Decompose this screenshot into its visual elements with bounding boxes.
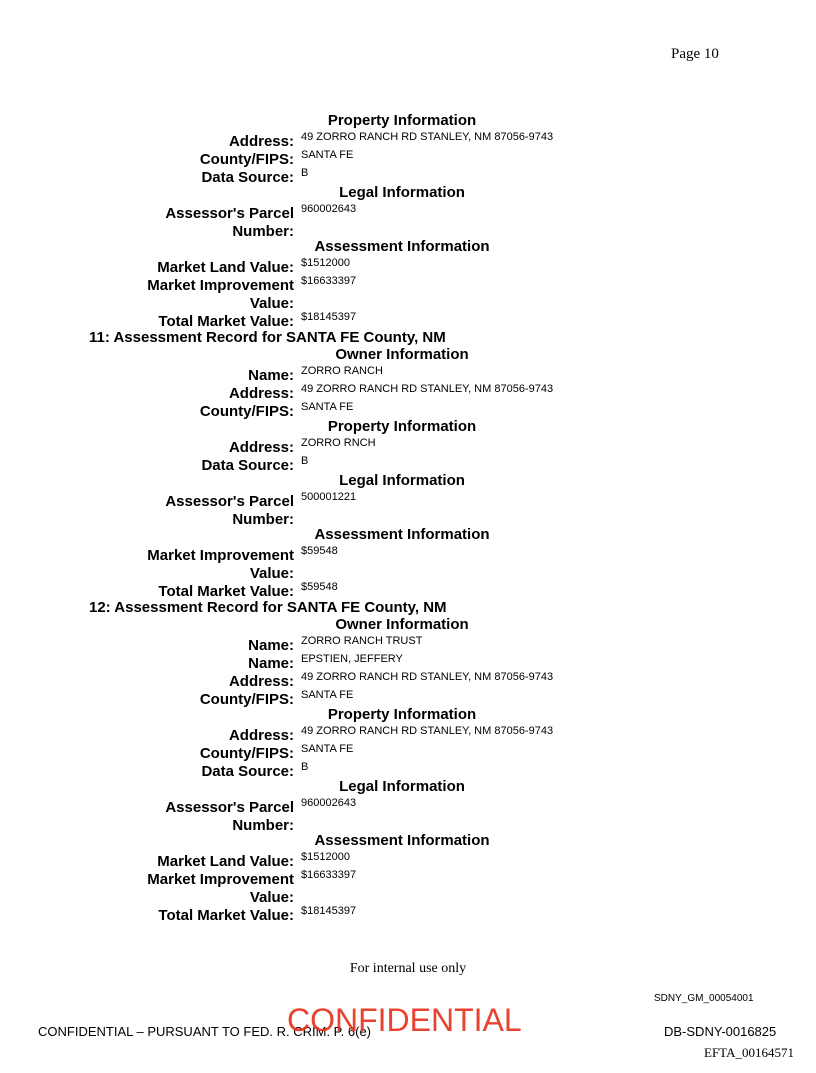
field-label: Address: <box>228 385 294 402</box>
bates-number-top: SDNY_GM_00054001 <box>654 993 754 1004</box>
field-label-continued: Number: <box>232 817 294 834</box>
field-row <box>0 310 816 328</box>
field-label: Market Land Value: <box>157 259 294 276</box>
field-value: $59548 <box>301 581 338 593</box>
field-row <box>0 868 816 904</box>
section-heading-text: Assessment Information <box>314 526 490 543</box>
section-heading <box>0 112 816 130</box>
record-heading <box>0 598 816 616</box>
internal-use-note: For internal use only <box>349 961 467 976</box>
field-row <box>0 580 816 598</box>
field-label-continued: Number: <box>232 511 294 528</box>
field-value: 49 ZORRO RANCH RD STANLEY, NM 87056-9743 <box>301 671 554 683</box>
field-label: Data Source: <box>201 169 294 186</box>
section-heading <box>0 778 816 796</box>
section-heading-text: Property Information <box>327 706 477 723</box>
field-label-continued: Value: <box>249 295 294 312</box>
section-heading <box>0 472 816 490</box>
field-value: ZORRO RANCH <box>301 365 383 377</box>
field-label: Name: <box>248 655 294 672</box>
field-value: B <box>301 455 309 467</box>
section-heading <box>0 346 816 364</box>
section-heading <box>0 418 816 436</box>
field-value: SANTA FE <box>301 401 354 413</box>
field-row <box>0 724 816 742</box>
field-value: ZORRO RANCH TRUST <box>301 635 423 647</box>
field-row <box>0 688 816 706</box>
assessment-records <box>0 112 816 922</box>
field-label: County/FIPS: <box>199 745 294 762</box>
field-label: Market Improvement <box>147 277 294 294</box>
record-heading <box>0 328 816 346</box>
section-heading-text: Owner Information <box>335 616 469 633</box>
section-heading-text: Legal Information <box>339 778 465 795</box>
field-label: Address: <box>228 439 294 456</box>
field-value: $1512000 <box>301 257 350 269</box>
field-row <box>0 400 816 418</box>
field-row <box>0 130 816 148</box>
field-row <box>0 274 816 310</box>
field-label: Assessor's Parcel <box>165 799 294 816</box>
field-value: 49 ZORRO RANCH RD STANLEY, NM 87056-9743 <box>301 383 554 395</box>
field-row <box>0 742 816 760</box>
confidential-stamp: CONFIDENTIAL <box>287 1002 522 1038</box>
field-label: Data Source: <box>201 457 294 474</box>
section-heading-text: Property Information <box>327 418 477 435</box>
record-heading-text: 11: Assessment Record for SANTA FE County, NM <box>89 329 446 346</box>
field-row <box>0 796 816 832</box>
field-label: Assessor's Parcel <box>165 493 294 510</box>
field-label-continued: Value: <box>249 565 294 582</box>
field-row <box>0 364 816 382</box>
field-row <box>0 850 816 868</box>
section-heading <box>0 526 816 544</box>
field-row <box>0 652 816 670</box>
section-heading <box>0 184 816 202</box>
field-value: B <box>301 761 309 773</box>
field-row <box>0 904 816 922</box>
field-label: Total Market Value: <box>158 313 294 330</box>
field-label: Total Market Value: <box>158 907 294 924</box>
field-label: Assessor's Parcel <box>165 205 294 222</box>
section-heading-text: Legal Information <box>339 184 465 201</box>
field-label-continued: Number: <box>232 223 294 240</box>
field-label-continued: Value: <box>249 889 294 906</box>
field-label: County/FIPS: <box>199 403 294 420</box>
field-row <box>0 166 816 184</box>
field-value: SANTA FE <box>301 149 354 161</box>
field-row <box>0 256 816 274</box>
field-row <box>0 202 816 238</box>
field-value: 49 ZORRO RANCH RD STANLEY, NM 87056-9743 <box>301 131 554 143</box>
bates-number-right: DB-SDNY-0016825 <box>664 1024 777 1039</box>
field-row <box>0 544 816 580</box>
field-value: $18145397 <box>301 905 357 917</box>
field-row <box>0 148 816 166</box>
field-value: $16633397 <box>301 275 357 287</box>
field-label: Address: <box>228 727 294 744</box>
field-label: Address: <box>228 133 294 150</box>
field-label: County/FIPS: <box>199 151 294 168</box>
page-number: Page 10 <box>671 46 719 62</box>
field-value: SANTA FE <box>301 743 354 755</box>
field-value: SANTA FE <box>301 689 354 701</box>
section-heading-text: Property Information <box>327 112 477 129</box>
record-heading-text: 12: Assessment Record for SANTA FE County, NM <box>89 599 447 616</box>
field-value: 49 ZORRO RANCH RD STANLEY, NM 87056-9743 <box>301 725 554 737</box>
field-label: Market Improvement <box>147 871 294 888</box>
field-label: Market Improvement <box>147 547 294 564</box>
field-row <box>0 454 816 472</box>
field-label: Total Market Value: <box>158 583 294 600</box>
field-value: $18145397 <box>301 311 357 323</box>
field-value: B <box>301 167 309 179</box>
section-heading-text: Legal Information <box>339 472 465 489</box>
field-label: Data Source: <box>201 763 294 780</box>
field-value: $59548 <box>301 545 338 557</box>
field-label: Market Land Value: <box>157 853 294 870</box>
field-row <box>0 634 816 652</box>
field-row <box>0 490 816 526</box>
section-heading <box>0 832 816 850</box>
field-value: 500001221 <box>301 491 357 503</box>
field-label: County/FIPS: <box>199 691 294 708</box>
field-value: $1512000 <box>301 851 350 863</box>
field-row <box>0 382 816 400</box>
section-heading <box>0 616 816 634</box>
field-label: Name: <box>248 367 294 384</box>
efta-number: EFTA_00164571 <box>704 1045 794 1060</box>
section-heading-text: Assessment Information <box>314 832 490 849</box>
field-value: 960002643 <box>301 797 357 809</box>
field-row <box>0 670 816 688</box>
field-label: Name: <box>248 637 294 654</box>
field-value: 960002643 <box>301 203 357 215</box>
field-row <box>0 436 816 454</box>
confidential-notice: CONFIDENTIAL – PURSUANT TO FED. R. CRIM. P. 6(e) <box>38 1024 372 1039</box>
section-heading-text: Assessment Information <box>314 238 490 255</box>
field-value: EPSTIEN, JEFFERY <box>301 653 403 665</box>
field-label: Address: <box>228 673 294 690</box>
section-heading <box>0 706 816 724</box>
section-heading-text: Owner Information <box>335 346 469 363</box>
field-value: ZORRO RNCH <box>301 437 376 449</box>
field-value: $16633397 <box>301 869 357 881</box>
section-heading <box>0 238 816 256</box>
field-row <box>0 760 816 778</box>
